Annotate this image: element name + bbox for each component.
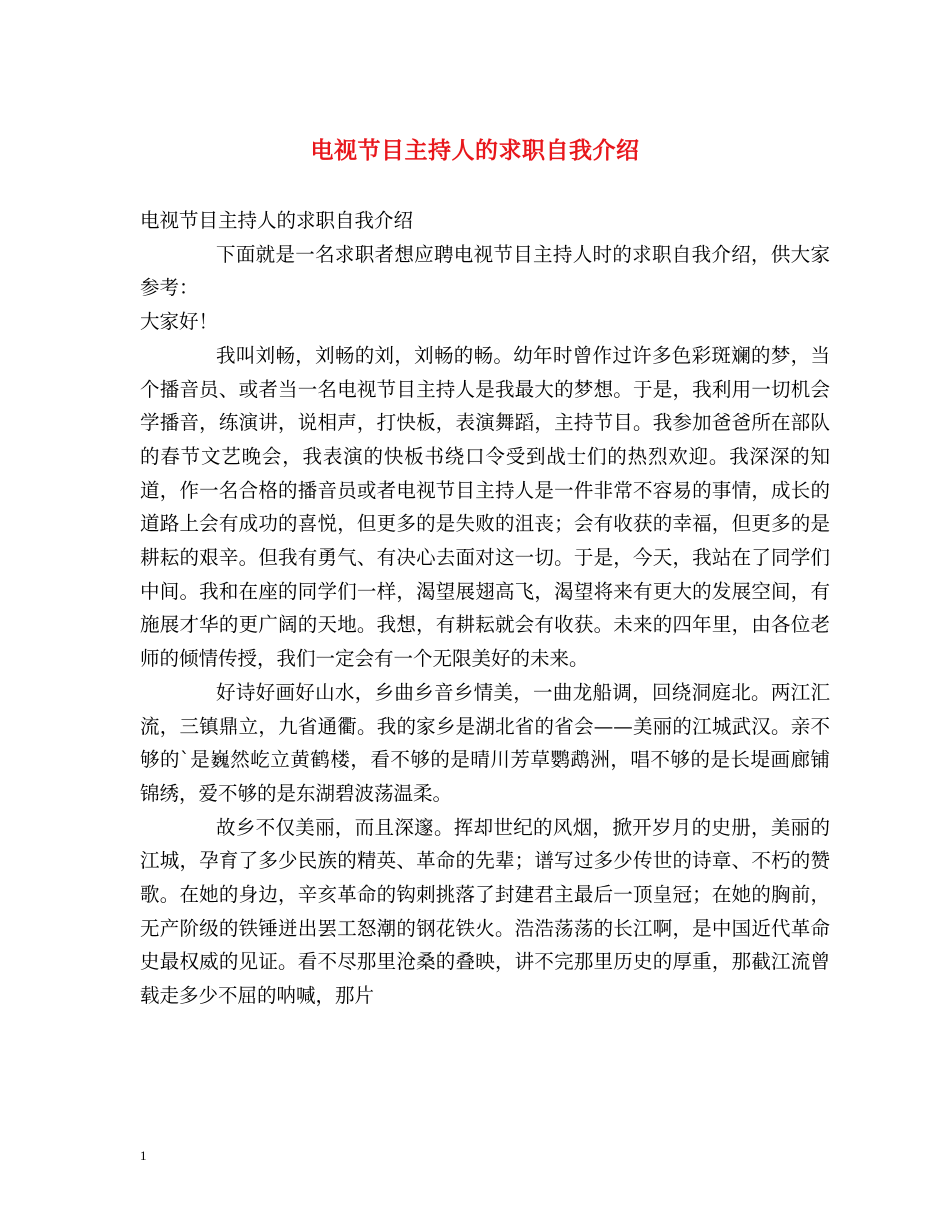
subtitle-paragraph: 电视节目主持人的求职自我介绍 — [140, 209, 414, 232]
intro-paragraph: 下面就是一名求职者想应聘电视节目主持人时的求职自我介绍，供大家参考： — [140, 242, 830, 300]
document-title: 电视节目主持人的求职自我介绍 — [310, 137, 640, 164]
body-paragraph: 好诗好画好山水，乡曲乡音乡情美，一曲龙船调，回绕洞庭北。两江汇流，三镇鼎立，九省通衢。我的家乡是湖北省的省会——美丽的江城武汉。亲不够的`是巍然屹立黄鹤楼，看不够的是晴川芳草鹦鹉洲，唱不够的是长堤画廊铺锦绣，爱不够的是东湖碧波荡温柔。 — [140, 680, 830, 805]
body-paragraph: 我叫刘畅，刘畅的刘，刘畅的畅。幼年时曾作过许多色彩斑斓的梦，当个播音员、或者当一名电视节目主持人是我最大的梦想。于是，我利用一切机会学播音，练演讲，说相声，打快板，表演舞蹈，主持节目。我参加爸爸所在部队的春节文艺晚会，我表演的快板书绕口令受到战士们的热烈欢迎。我深深的知道，作一名合格的播音员或者电视节目主持人是一件非常不容易的事情，成长的道路上会有成功的喜悦，但更多的是失败的沮丧；会有收获的幸福，但更多的是耕耘的艰辛。但我有勇气、有决心去面对这一切。于是，今天，我站在了同学们中间。我和在座的同学们一样，渴望展翅高飞，渴望将来有更大的发展空间，有施展才华的更广阔的天地。我想，有耕耘就会有收获。未来的四年里，由各位老师的倾情传授，我们一定会有一个无限美好的未来。 — [140, 343, 830, 671]
page-number: 1 — [140, 1148, 147, 1163]
body-paragraph: 故乡不仅美丽，而且深邃。挥却世纪的风烟，掀开岁月的史册，美丽的江城，孕育了多少民族的精英、革命的先辈；谱写过多少传世的诗章、不朽的赞歌。在她的身边，辛亥革命的钩刺挑落了封建君主最后一顶皇冠；在她的胸前，无产阶级的铁锤迸出罢工怒潮的钢花铁火。浩浩荡荡的长江啊，是中国近代革命史最权威的见证。看不尽那里沧桑的叠映，讲不完那里历史的厚重，那截江流曾载走多少不屈的呐喊，那片 — [140, 815, 830, 1008]
document-body — [140, 204, 830, 1013]
greeting-paragraph: 大家好！ — [140, 310, 219, 334]
